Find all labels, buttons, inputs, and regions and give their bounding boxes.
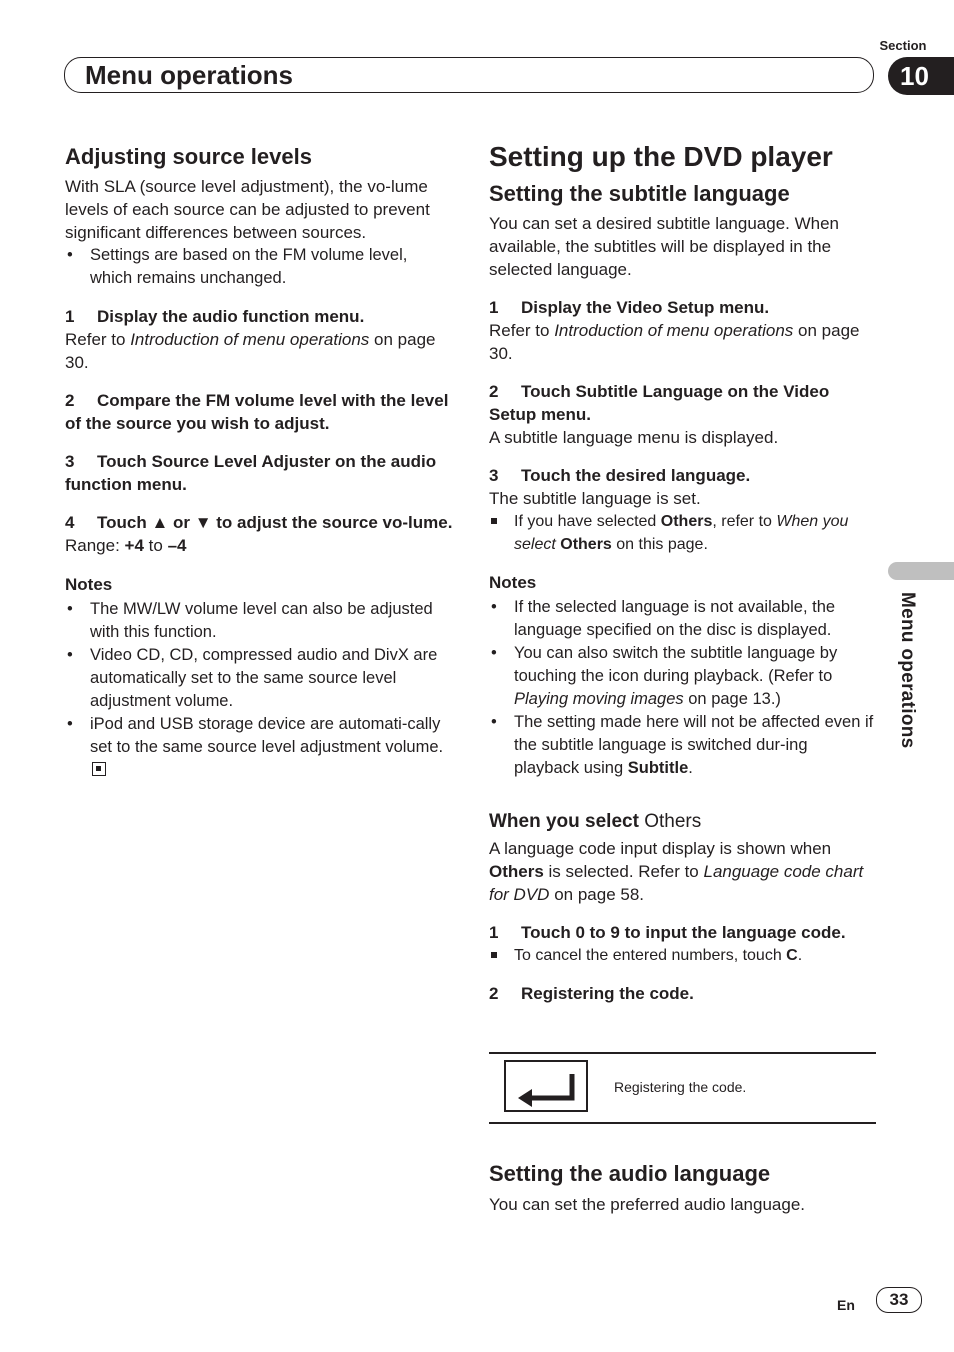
- list-item: • iPod and USB storage device are automati-cally set to the same source level adjustment volume.: [65, 713, 453, 782]
- enter-key-icon: [504, 1060, 588, 1112]
- audio-section: [489, 1160, 876, 1216]
- step-3: 3 Touch the desired language.: [489, 466, 751, 485]
- list-item: • The setting made here will not be affected even if the subtitle language is switched dur-ing playback using Subtitle.: [489, 711, 876, 780]
- side-tab-marker: [888, 562, 954, 580]
- notes-title: Notes: [65, 575, 113, 594]
- list-item: • Settings are based on the FM volume level, which remains unchanged.: [65, 244, 453, 290]
- step-2: 2 Registering the code.: [489, 984, 694, 1003]
- page-title: Menu operations: [85, 60, 294, 90]
- left-column: [65, 143, 453, 782]
- heading-subtitle-language: Setting the subtitle language: [489, 181, 790, 206]
- header-bar: [64, 57, 874, 93]
- step-3: 3 Touch Source Level Adjuster on the audio function menu.: [65, 452, 437, 494]
- register-code-table: [489, 1052, 876, 1124]
- step-2: 2 Compare the FM volume level with the level of the source you wish to adjust.: [65, 391, 449, 433]
- audio-intro: You can set the preferred audio language.: [489, 1195, 806, 1214]
- step-1-ref: Refer to Introduction of menu operations on page 30.: [65, 330, 436, 372]
- step-2-result: A subtitle language menu is displayed.: [489, 428, 779, 447]
- notes-list: [489, 596, 876, 780]
- side-tab-label: Menu operations: [897, 592, 918, 749]
- list-item: • Video CD, CD, compressed audio and DivX are automatically set to the same source level adjustment volume.: [65, 644, 453, 713]
- heading-source-levels: Adjusting source levels: [65, 144, 312, 169]
- notes-list: [65, 598, 453, 782]
- step-3-result: The subtitle language is set.: [489, 489, 701, 508]
- step-3-note: If you have selected Others, refer to When you select Others on this page.: [489, 510, 876, 556]
- heading-when-select-others: When you select Others: [489, 811, 702, 832]
- page-number: 33: [876, 1287, 922, 1313]
- others-intro: A language code input display is shown when Others is selected. Refer to Language code chart for DVD on page 58.: [489, 839, 864, 904]
- footer-language: En: [837, 1297, 855, 1313]
- end-of-section-icon: [92, 762, 106, 776]
- range-text: Range: +4 to –4: [65, 536, 187, 555]
- section-label: Section: [879, 38, 927, 53]
- step-4: 4 Touch ▲ or ▼ to adjust the source vo-lume.: [65, 513, 453, 532]
- heading-audio-language: Setting the audio language: [489, 1161, 771, 1186]
- step-1: 1 Display the audio function menu.: [65, 307, 365, 326]
- step-2: 2 Touch Subtitle Language on the Video Setup menu.: [489, 382, 830, 424]
- bullet-list: [65, 244, 453, 290]
- list-item: • The MW/LW volume level can also be adjusted with this function.: [65, 598, 453, 644]
- notes-title: Notes: [489, 573, 537, 592]
- step-1: 1 Touch 0 to 9 to input the language code.: [489, 923, 846, 942]
- heading-dvd-player: Setting up the DVD player: [489, 141, 833, 172]
- right-column: [489, 140, 876, 1005]
- list-item: • If the selected language is not available, the language specified on the disc is displayed.: [489, 596, 876, 642]
- section-number: 10: [888, 57, 954, 95]
- step-1-note: To cancel the entered numbers, touch C.: [489, 944, 876, 967]
- register-code-text: Registering the code.: [614, 1079, 747, 1095]
- subtitle-intro: You can set a desired subtitle language. When available, the subtitles will be displayed in the selected language.: [489, 214, 840, 279]
- step-1: 1 Display the Video Setup menu.: [489, 298, 770, 317]
- intro-text: With SLA (source level adjustment), the vo-lume levels of each source can be adjusted to prevent significant differences between sources.: [65, 177, 430, 242]
- step-1-ref: Refer to Introduction of menu operations on page 30.: [489, 321, 860, 363]
- list-item: • You can also switch the subtitle language by touching the icon during playback. (Refer to Playing moving images on page 13.): [489, 642, 876, 711]
